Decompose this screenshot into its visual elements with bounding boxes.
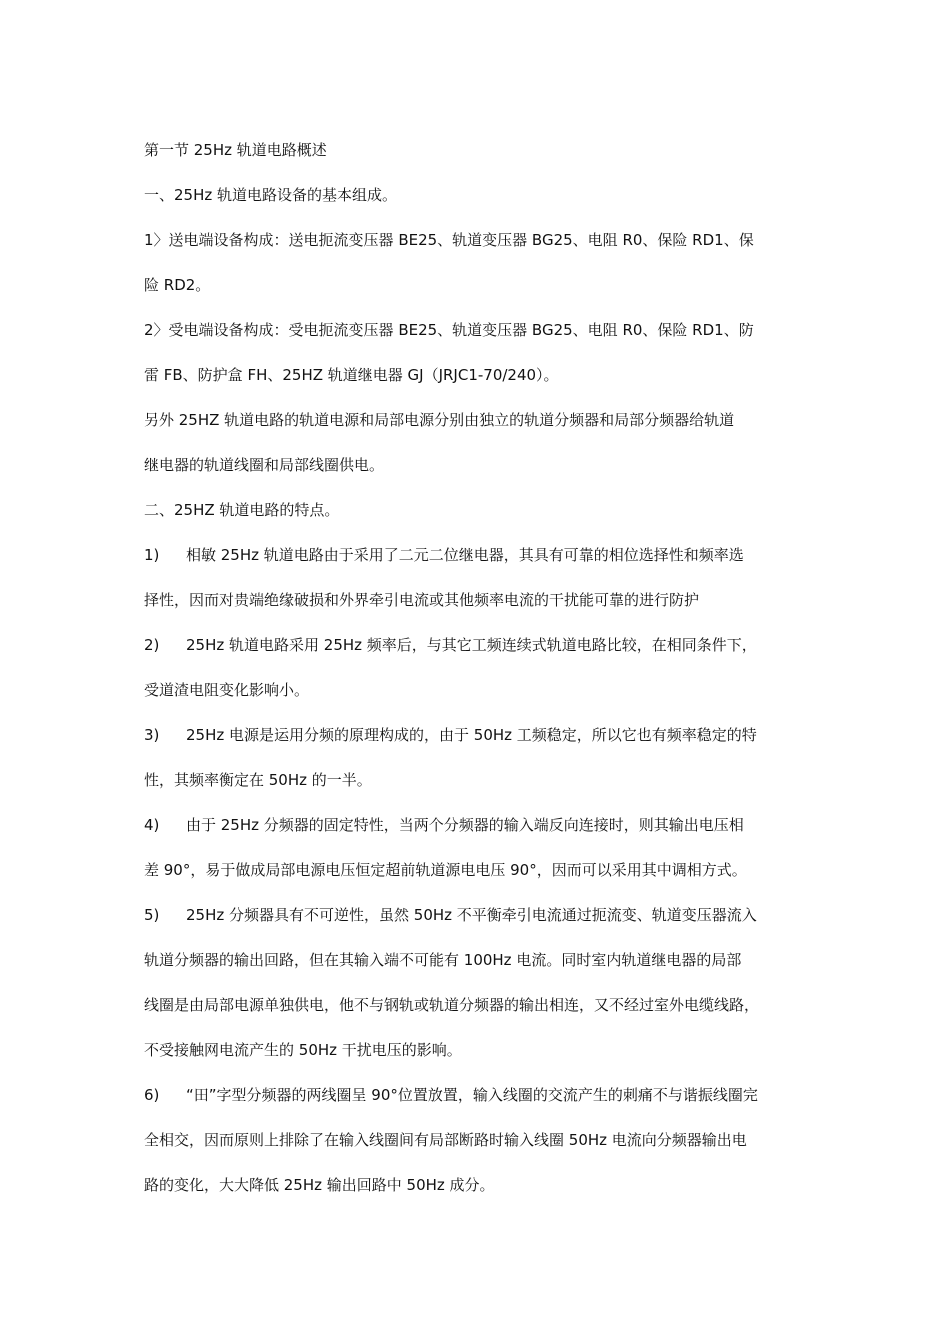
feature4-line2: 差 90°，易于做成局部电源电压恒定超前轨道源电电压 90°，因而可以采用其中调相方式。	[144, 861, 747, 879]
feature5-text1: 25Hz 分频器具有不可逆性，虽然 50Hz 不平衡牵引电流通过扼流变、轨道变压器流入	[186, 906, 757, 924]
feature6-line3: 路的变化，大大降低 25Hz 输出回路中 50Hz 成分。	[144, 1176, 495, 1194]
section1-heading: 一、25Hz 轨道电路设备的基本组成。	[144, 186, 398, 204]
section-title: 第一节 25Hz 轨道电路概述	[144, 141, 327, 159]
feature1-number: 1)	[144, 546, 160, 564]
item1-line1: 1〉送电端设备构成：送电扼流变压器 BE25、轨道变压器 BG25、电阻 R0、保险 RD1、保	[144, 231, 754, 249]
item2-line2: 雷 FB、防护盒 FH、25HZ 轨道继电器 GJ（JRJC1-70/240）。	[144, 366, 559, 384]
note-line1: 另外 25HZ 轨道电路的轨道电源和局部电源分别由独立的轨道分频器和局部分频器给轨道	[144, 411, 735, 429]
item2-line1: 2〉受电端设备构成：受电扼流变压器 BE25、轨道变压器 BG25、电阻 R0、保险 RD1、防	[144, 321, 754, 339]
feature4-text1: 由于 25Hz 分频器的固定特性，当两个分频器的输入端反向连接时，则其输出电压相	[186, 816, 744, 834]
feature1-line2: 择性，因而对贵端绝缘破损和外界牵引电流或其他频率电流的干扰能可靠的进行防护	[144, 591, 700, 609]
item1-line2: 险 RD2。	[144, 276, 211, 294]
feature5-line1	[144, 893, 812, 938]
feature1-text1: 相敏 25Hz 轨道电路由于采用了二元二位继电器，其具有可靠的相位选择性和频率选	[186, 546, 744, 564]
feature5-line4: 不受接触网电流产生的 50Hz 干扰电压的影响。	[144, 1041, 462, 1059]
feature6-line1	[144, 1073, 812, 1118]
feature5-number: 5)	[144, 906, 160, 924]
feature3-number: 3)	[144, 726, 160, 744]
feature6-text1: “田”字型分频器的两线圈呈 90°位置放置，输入线圈的交流产生的刺痛不与谐振线圈完	[186, 1086, 758, 1104]
feature4-line1	[144, 803, 812, 848]
feature3-text1: 25Hz 电源是运用分频的原理构成的，由于 50Hz 工频稳定，所以它也有频率稳定的特	[186, 726, 757, 744]
feature2-line2: 受道渣电阻变化影响小。	[144, 681, 310, 699]
feature1-line1	[144, 533, 812, 578]
feature6-line2: 全相交，因而原则上排除了在输入线圈间有局部断路时输入线圈 50Hz 电流向分频器输出电	[144, 1131, 747, 1149]
document-body	[144, 128, 812, 1208]
note-line2: 继电器的轨道线圈和局部线圈供电。	[144, 456, 385, 474]
feature6-number: 6)	[144, 1086, 160, 1104]
feature5-line3: 线圈是由局部电源单独供电，他不与钢轨或轨道分频器的输出相连，又不经过室外电缆线路，	[144, 996, 760, 1014]
feature2-number: 2)	[144, 636, 160, 654]
feature5-line2: 轨道分频器的输出回路，但在其输入端不可能有 100Hz 电流。同时室内轨道继电器的局部	[144, 951, 742, 969]
feature3-line2: 性，其频率衡定在 50Hz 的一半。	[144, 771, 372, 789]
section2-heading: 二、25HZ 轨道电路的特点。	[144, 501, 340, 519]
feature2-text1: 25Hz 轨道电路采用 25Hz 频率后，与其它工频连续式轨道电路比较，在相同条件下，	[186, 636, 757, 654]
feature3-line1	[144, 713, 812, 758]
feature4-number: 4)	[144, 816, 160, 834]
feature2-line1	[144, 623, 812, 668]
